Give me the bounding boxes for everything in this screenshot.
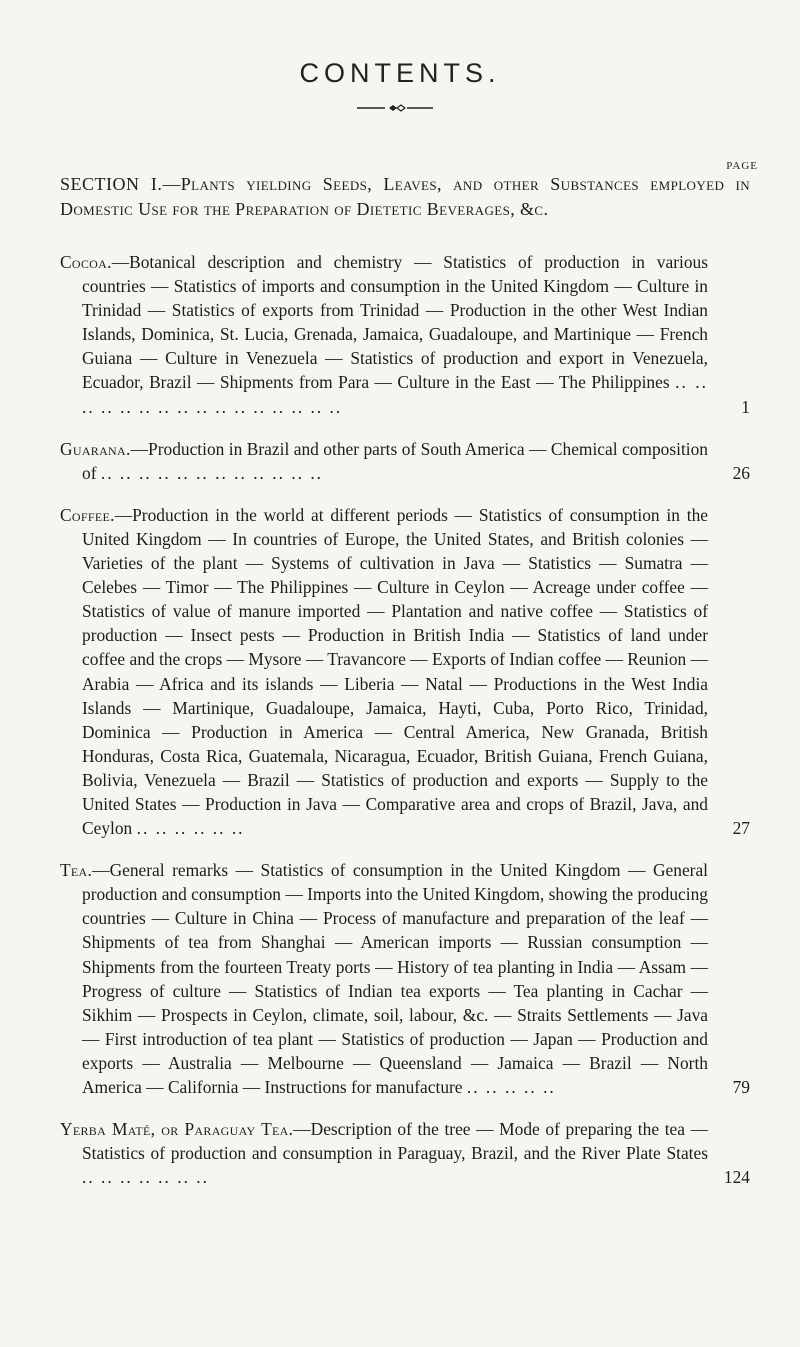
entry-page-number: 26 <box>732 462 750 483</box>
entry-heading: Coffee. <box>60 504 115 525</box>
ornament-rule-icon <box>355 103 435 113</box>
page-column-label: PAGE <box>726 160 758 172</box>
contents-entry-coffee <box>60 503 750 840</box>
entry-page-number: 1 <box>741 396 750 417</box>
entry-page-number: 124 <box>723 1167 750 1188</box>
section-number: SECTION I. <box>60 174 163 194</box>
entry-page-number: 79 <box>732 1077 750 1097</box>
entry-description: —Botanical description and chemistry — Statistics of production in various countries — Statistics of imports and consumption in the United Kingdom — Culture in Trinidad — Statistics of exports from Trinidad — Production in the other West Indian Islands, Dominica, St. Lucia, Grenada, Jamaica, Guadaloupe, and Martinique — French Guiana — Culture in Venezuela — Statistics of production and export in Venezuela, Ecuador, Brazil — Shipments from Para — Culture in the East — The Philippines <box>82 252 708 393</box>
contents-entry-cocoa <box>60 250 750 419</box>
entry-description: —Description of the tree — Mode of preparing the tea — Statistics of production and consumption in Paraguay, Brazil, and the River Plate States <box>82 1119 708 1164</box>
entry-page-number: 27 <box>732 818 750 839</box>
dot-leader: .. .. .. .. .. <box>466 1077 556 1097</box>
entry-body <box>60 858 750 1099</box>
title-ornament <box>355 100 435 110</box>
section-heading <box>60 172 750 222</box>
entry-body <box>60 250 750 419</box>
dot-leader: .. .. .. .. .. .. <box>136 818 245 839</box>
entry-description: —General remarks — Statistics of consumption in the United Kingdom — General production and consumption — Imports into the United Kingdom, showing the producing countries — Culture in China — Process of manufacture and preparation of the leaf — Shipments of tea from Shanghai — American imports — Russian consumption — Shipments from the fourteen Treaty ports — History of tea planting in India — Assam — Progress of culture — Statistics of Indian tea exports — Tea planting in Cachar — Sikhim — Prospects in Ceylon, climate, soil, labour, &c. — Straits Settlements — Java — First introduction of tea plant — Statistics of production — Japan — Production and exports — Australia — Melbourne — Queensland — Jamaica — Brazil — North America — California — Instructions for manufacture <box>82 860 708 1097</box>
page-title: CONTENTS. <box>299 58 501 88</box>
dot-leader: .. .. .. .. .. .. .. .. .. .. .. .. <box>100 462 324 483</box>
entry-heading: Guarana. <box>60 438 131 459</box>
entry-heading: Tea. <box>60 860 93 881</box>
entry-description: —Production in the world at different periods — Statistics of consumption in the United Kingdom — In countries of Europe, the United States, and British colonies — Varieties of the plant — Systems of cultivation in Java — Statistics — Sumatra — Celebes — Timor — The Philippines — Culture in Ceylon — Acreage under coffee — Statistics of value of manure imported — Plantation and native coffee — Statistics of production — Insect pests — Production in British India — Statistics of land under coffee and the crops — Mysore — Travancore — Exports of Indian coffee — Reunion — Arabia — Africa and its islands — Liberia — Natal — Productions in the West India Islands — Martinique, Guadaloupe, Jamaica, Hayti, Cuba, Porto Rico, Trinidad, Dominica — Production in America — Central America, New Granada, British Honduras, Costa Rica, Guatemala, Nicaragua, Ecuador, British Guiana, French Guiana, Bolivia, Venezuela — Brazil — Statistics of production and exports — Supply to the United States — Production in Java — Comparative area and crops of Brazil, Java, and Ceylon <box>82 504 708 839</box>
contents-entry-tea <box>60 858 750 1099</box>
entry-body <box>60 1117 750 1189</box>
contents-entry-guarana <box>60 437 750 485</box>
entry-description: —Production in Brazil and other parts of South America — Chemical composition of <box>82 438 708 483</box>
section-title: —Plants yielding Seeds, Leaves, and other Substances employed in Domestic Use for the Preparation of Dietetic Beverages, &c. <box>60 174 750 219</box>
entry-heading: Cocoa. <box>60 252 112 272</box>
dot-leader: .. .. .. .. .. .. .. <box>82 1167 209 1188</box>
entry-heading: Yerba Maté, or Paraguay Tea. <box>60 1119 294 1140</box>
entry-body <box>60 503 750 840</box>
entry-body <box>60 437 750 485</box>
dot-leader: .. .. .. .. .. .. .. .. .. .. .. .. .. .. .. .. <box>82 372 708 417</box>
contents-entry-yerba-mate <box>60 1117 750 1189</box>
contents-list <box>60 250 750 1207</box>
